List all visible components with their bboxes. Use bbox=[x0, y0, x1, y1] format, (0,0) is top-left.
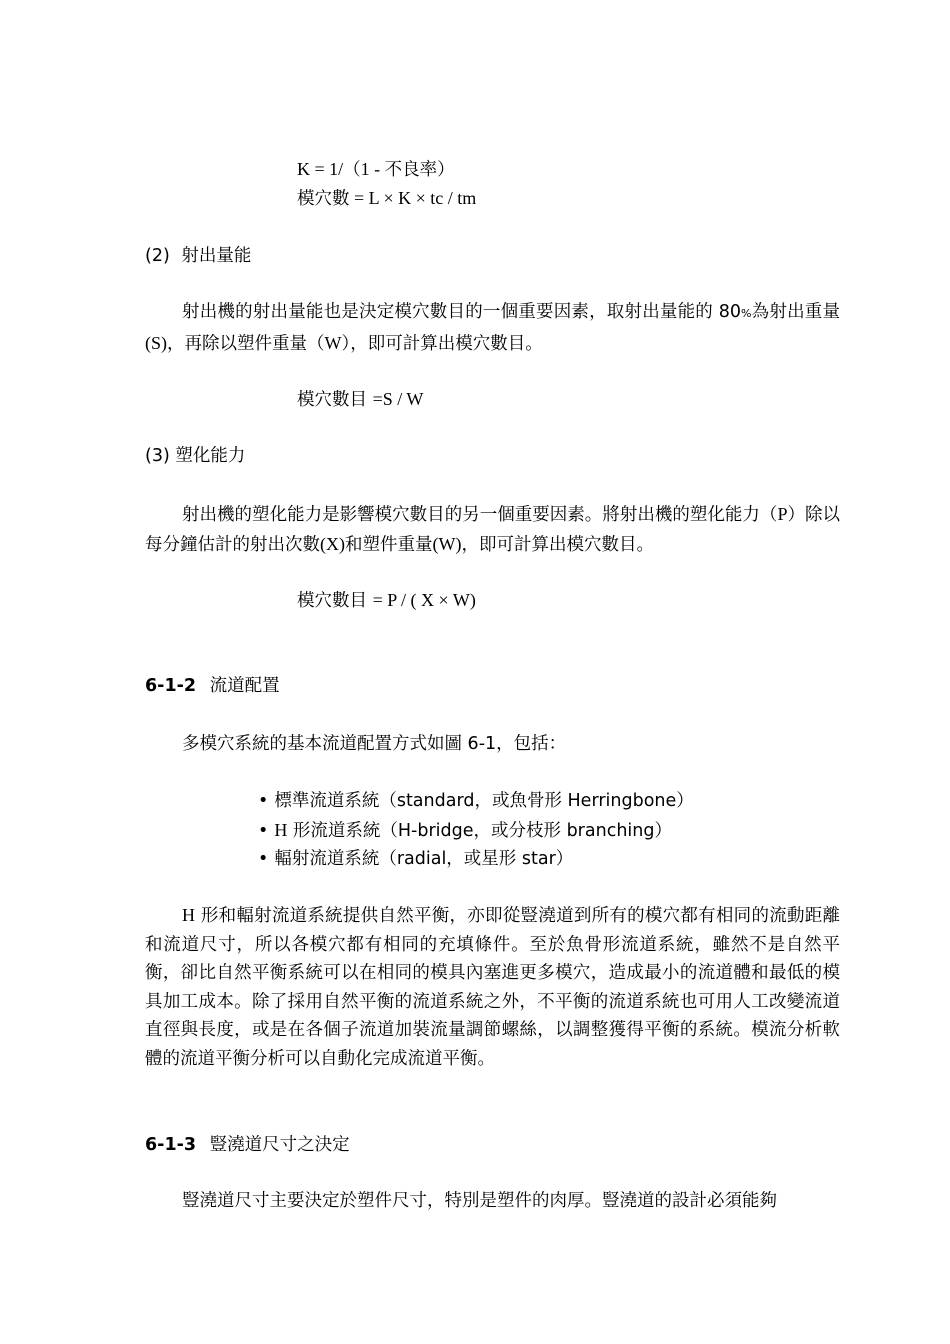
para2-percent: % bbox=[741, 307, 752, 320]
section-3-title: 塑化能力 bbox=[175, 446, 246, 466]
para3-w: (W) bbox=[432, 533, 462, 554]
bullet-1-text: 形流道系統（H-bridge，或分枝形 branching） bbox=[287, 820, 672, 841]
formula-k bbox=[297, 157, 455, 182]
para3-text3: 和塑件重量 bbox=[345, 534, 433, 555]
list-item bbox=[258, 787, 694, 816]
formula-cavities bbox=[297, 186, 476, 211]
heading-6-1-2-number: 6-1-2 bbox=[145, 676, 197, 696]
formula-px bbox=[297, 588, 476, 613]
section-2-paragraph bbox=[145, 298, 840, 358]
heading-6-1-3-number: 6-1-3 bbox=[145, 1135, 197, 1155]
list-item bbox=[258, 845, 694, 874]
formula-px-label: 模穴數目 bbox=[297, 591, 373, 611]
heading-6-1-3 bbox=[145, 1133, 350, 1157]
formula-px-rhs: = P / ( X × W) bbox=[372, 590, 476, 610]
para3-x: (X) bbox=[320, 533, 345, 554]
list-item bbox=[258, 816, 694, 846]
para-612-prefix: H bbox=[182, 905, 195, 925]
formula-sw bbox=[297, 387, 423, 412]
para2-text4: ），即可計算出模穴數目。 bbox=[341, 333, 543, 354]
para-612-text: 形和輻射流道系統提供自然平衡，亦即從豎澆道到所有的模穴都有相同的流動距離和流道尺寸，所以各模穴都有相同的充填條件。至於魚骨形流道系統，雖然不是自然平衡，卻比自然平衡系統可以在相同的模具內塞進更多模穴，造成最小的流道體和最低的模具加工成本。除了採用自然平衡的流道系統之外，不平衡的流道系統也可用人工改變流道直徑與長度，或是在各個子流道加裝流量調節螺絲，以調整獲得平衡的系統。模流分析軟體的流道平衡分析可以自動化完成流道平衡。 bbox=[145, 906, 840, 1069]
formula-cavities-label: 模穴數 bbox=[297, 189, 350, 209]
para2-w: W bbox=[324, 332, 342, 353]
para2-text3: ，再除以塑件重量（ bbox=[167, 333, 325, 354]
intro-6-1-2: 多模穴系統的基本流道配置方式如圖 6-1，包括： bbox=[182, 734, 567, 754]
heading-6-1-2-title: 流道配置 bbox=[209, 676, 280, 696]
formula-sw-rhs: =S / W bbox=[372, 389, 424, 409]
paragraph-6-1-2 bbox=[145, 901, 840, 1074]
para3-p: P bbox=[777, 504, 788, 524]
formula-k-paren-open: （ bbox=[343, 160, 361, 180]
bullet-1-prefix: H bbox=[274, 819, 288, 840]
heading-6-1-2 bbox=[145, 674, 280, 698]
formula-sw-label: 模穴數目 bbox=[297, 390, 373, 410]
bullet-0-text: 標準流道系統（standard，或魚骨形 Herringbone） bbox=[274, 791, 694, 811]
para3-text1: 射出機的塑化能力是影響模穴數目的另一個重要因素。將射出機的塑化能力（ bbox=[182, 505, 778, 525]
formula-k-defect: 不良率 bbox=[384, 160, 438, 180]
heading-6-1-3-title: 豎澆道尺寸之決定 bbox=[209, 1135, 350, 1155]
section-2-heading bbox=[145, 244, 251, 268]
formula-k-lhs: K = 1/ bbox=[297, 159, 344, 179]
para2-text2: 為射出重量 bbox=[751, 302, 840, 322]
section-3-heading bbox=[145, 444, 245, 468]
formula-k-paren-close: ） bbox=[437, 160, 455, 180]
para3-text4: ，即可計算出模穴數目。 bbox=[461, 534, 654, 555]
bullet-2-text: 輻射流道系統（radial，或星形 star） bbox=[274, 849, 574, 870]
paragraph-6-1-3: 豎澆道尺寸主要決定於塑件尺寸，特別是塑件的肉厚。豎澆道的設計必須能夠 bbox=[182, 1191, 777, 1211]
section-2-number: (2) bbox=[145, 246, 170, 266]
section-3-paragraph bbox=[145, 500, 840, 559]
section-3-number: (3) bbox=[145, 446, 170, 466]
para2-s: (S) bbox=[145, 332, 167, 353]
para3-text2: ）除以每分鐘估計的射出次數 bbox=[145, 505, 841, 555]
formula-k-one-minus: 1 - bbox=[360, 159, 385, 179]
runner-type-list bbox=[258, 787, 694, 874]
formula-cavities-rhs: = L × K × tc / tm bbox=[349, 188, 477, 208]
section-2-title: 射出量能 bbox=[181, 246, 252, 266]
para2-text1: 射出機的射出量能也是決定模穴數目的一個重要因素，取射出量能的 80 bbox=[182, 302, 742, 322]
